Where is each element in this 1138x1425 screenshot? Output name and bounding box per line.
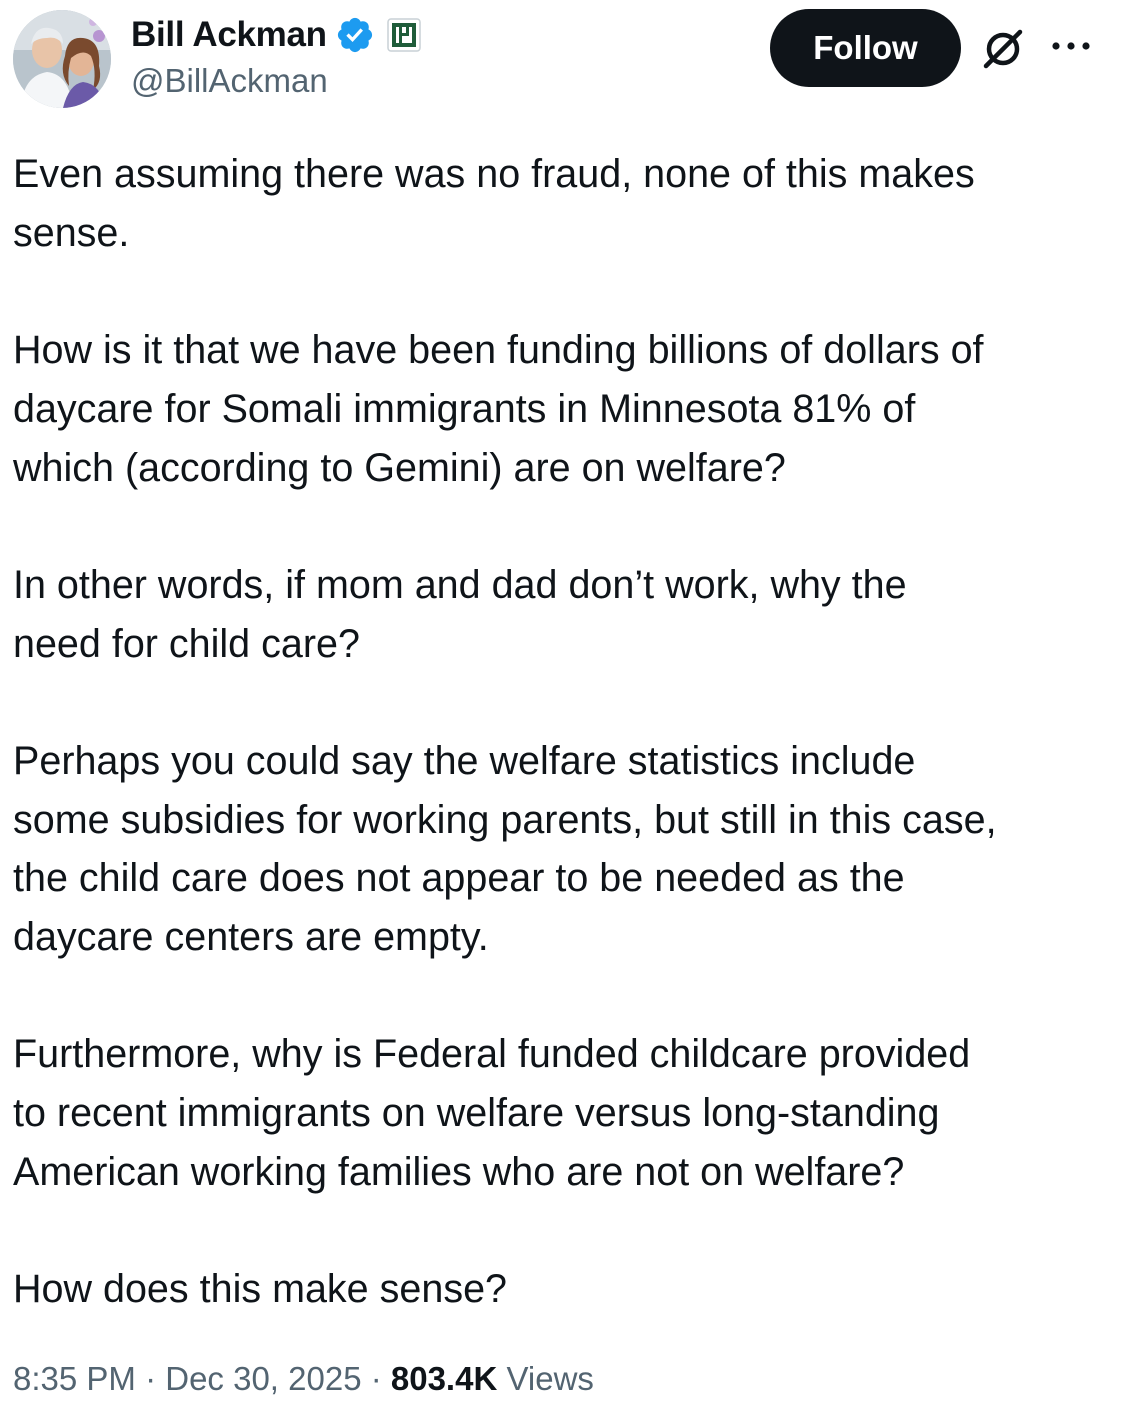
verified-badge-icon[interactable] — [335, 15, 375, 55]
tweet-paragraph: Perhaps you could say the welfare statistics include some subsidies for working parents, but still in this case, the child care does not appear to be needed as the daycare centers are empty. — [13, 738, 997, 960]
meta-separator: · — [361, 1360, 391, 1397]
grok-icon[interactable] — [980, 26, 1026, 72]
tweet-date[interactable]: Dec 30, 2025 — [165, 1360, 362, 1397]
tweet-time[interactable]: 8:35 PM — [13, 1360, 136, 1397]
tweet-metadata — [13, 1360, 594, 1398]
author-display-name[interactable]: Bill Ackman — [131, 15, 327, 54]
follow-button[interactable]: Follow — [770, 9, 961, 87]
affiliate-badge-icon[interactable] — [387, 18, 421, 52]
tweet-paragraph: Even assuming there was no fraud, none of this makes sense. — [13, 152, 975, 255]
tweet-paragraph: In other words, if mom and dad don’t work, why the need for child care? — [13, 562, 907, 666]
tweet-paragraph: How is it that we have been funding billions of dollars of daycare for Somali immigrants in Minnesota 81% of which (according to Gemini) are on welfare? — [13, 328, 984, 490]
author-avatar[interactable] — [13, 10, 111, 108]
views-label: Views — [506, 1360, 594, 1397]
tweet-paragraph: How does this make sense? — [13, 1267, 508, 1312]
meta-separator: · — [135, 1360, 166, 1397]
tweet-body — [13, 145, 1123, 1319]
tweet-header — [0, 0, 1138, 120]
views-count[interactable]: 803.4K — [390, 1360, 498, 1397]
author-handle[interactable]: @BillAckman — [131, 62, 328, 99]
tweet-paragraph: Furthermore, why is Federal funded childcare provided to recent immigrants on welfare versus long-standing American working families who are not on welfare? — [13, 1032, 971, 1194]
avatar-photo — [13, 10, 111, 108]
more-horizontal-icon[interactable] — [1050, 38, 1092, 54]
author-name-row — [131, 12, 421, 58]
